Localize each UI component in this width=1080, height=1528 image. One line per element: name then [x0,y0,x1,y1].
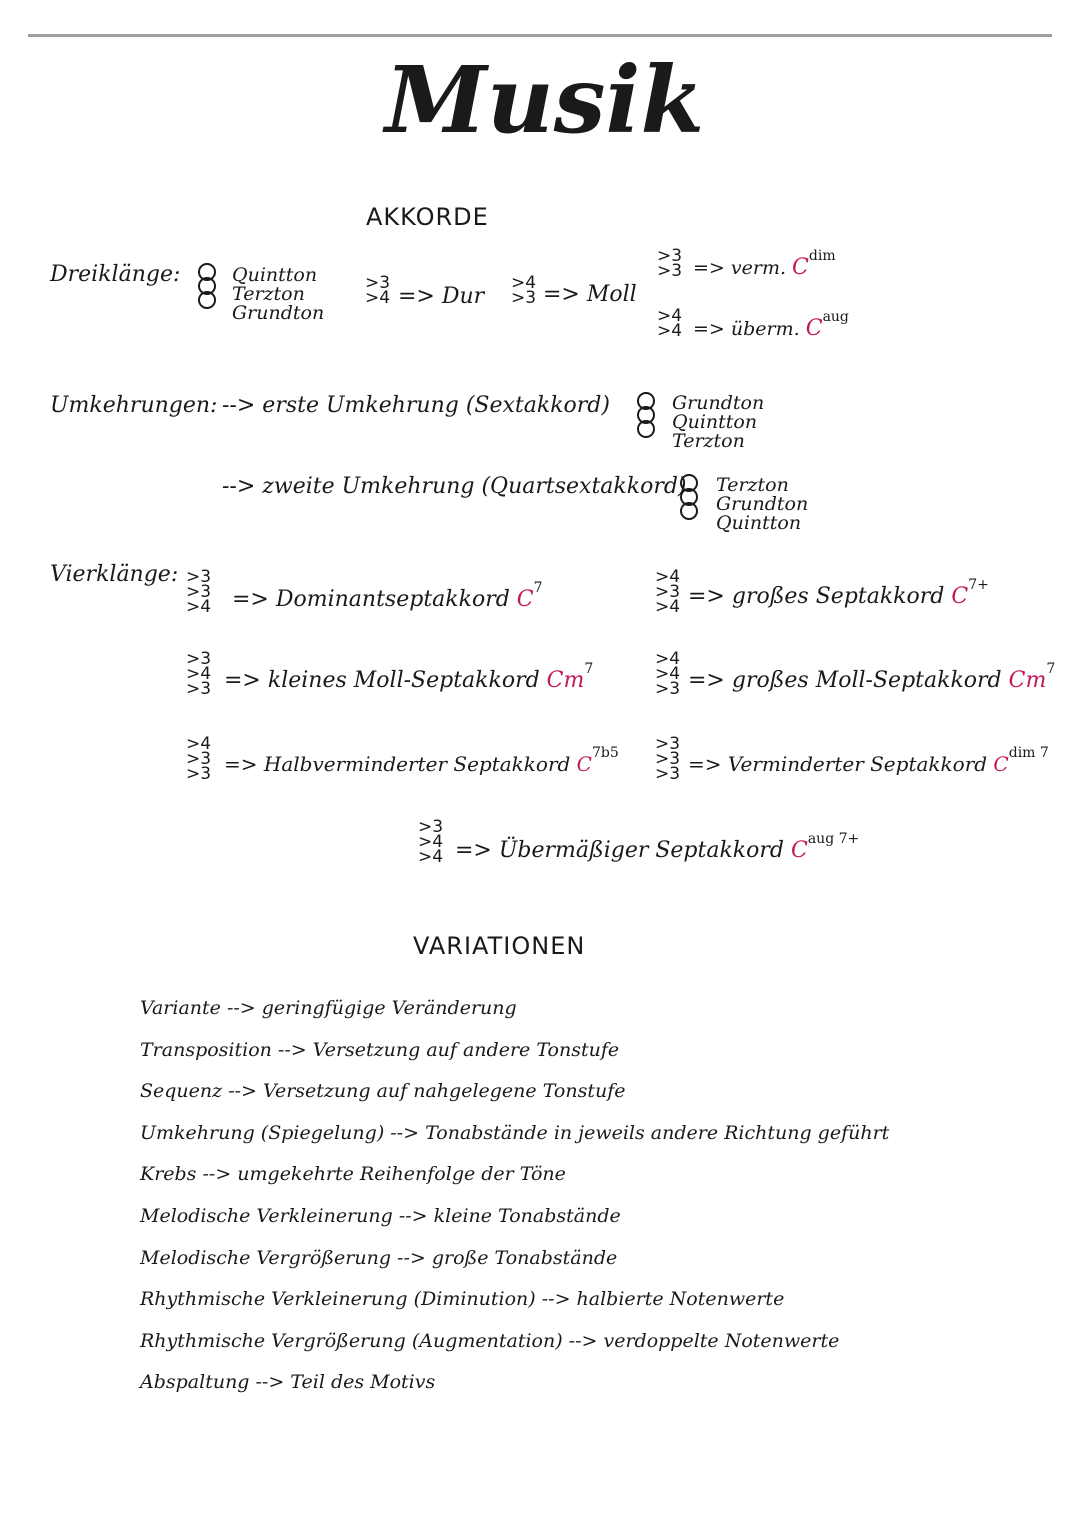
chord-sup: 7b5 [591,745,619,761]
verm-text: => verm. [693,257,786,279]
chord-symbol: C [951,584,969,609]
interval: >3 [655,679,681,699]
interval: >4 [186,597,212,617]
ueberm-text: => überm. [693,318,800,340]
interval: >3 [186,567,212,587]
triad-notes-icon [198,263,216,309]
first-inversion-tones [672,394,764,451]
chord-text: => kleines Moll-Septakkord [224,668,540,693]
chord-sup: 7 [533,580,543,596]
interval: >3 [186,649,212,669]
interval: >3 [186,749,212,769]
interval: >4 [511,273,537,293]
moll-intervals [511,273,537,308]
seventh-chord-name [455,831,860,863]
list-item: Melodische Vergrößerung --> große Tonabstände [140,1246,618,1269]
list-item: Umkehrung (Spiegelung) --> Tonabstände in jeweils andere Richtung geführt [140,1121,890,1144]
chord-symbol: C [790,838,808,863]
interval: >3 [655,764,681,784]
chord-symbol: Cm [1008,668,1047,693]
tone: Quintton [716,512,802,534]
seventh-intervals [655,567,681,617]
tone: Terzton [672,430,745,452]
dreiklaenge-tones [232,266,324,323]
tone-2: Terzton [232,283,305,305]
list-item: Abspaltung --> Teil des Motivs [140,1371,436,1394]
seventh-chord-name [232,580,543,612]
list-item: Krebs --> umgekehrte Reihenfolge der Töne [140,1163,566,1186]
page-title: Musik [385,46,705,154]
umkehrung-first: --> erste Umkehrung (Sextakkord) [222,393,610,418]
interval: >4 [657,306,683,326]
seventh-intervals [655,734,681,784]
seventh-chord-name [688,745,1049,776]
tone: Quintton [672,411,758,433]
list-item: Sequenz --> Versetzung auf nahgelegene Tonstufe [140,1080,626,1103]
interval: >4 [418,832,444,852]
list-item: Transposition --> Versetzung auf andere Tonstufe [140,1038,620,1061]
tone: Grundton [716,493,809,515]
chord-text: => Übermäßiger Septakkord [455,838,784,863]
interval: >3 [511,288,537,308]
seventh-intervals [186,649,212,699]
seventh-intervals [186,734,212,784]
list-item: Rhythmische Vergrößerung (Augmentation) --> verdoppelte Notenwerte [140,1329,840,1352]
interval: >3 [186,582,212,602]
interval: >3 [418,817,444,837]
seventh-intervals [186,567,212,617]
chord-sup: dim 7 [1008,745,1049,761]
interval: >4 [365,288,391,308]
seventh-chord-name [688,577,989,609]
interval: >4 [655,664,681,684]
variationen-heading: VARIATIONEN [413,932,586,960]
chord-sup: 7 [1046,661,1056,677]
list-item: Melodische Verkleinerung --> kleine Tonabstände [140,1204,621,1227]
dreiklaenge-label: Dreiklänge: [50,262,181,287]
first-inversion-notes-icon [637,392,655,438]
chord-text: => großes Septakkord [688,584,945,609]
interval: >4 [655,567,681,587]
interval: >4 [657,321,683,341]
interval: >4 [186,734,212,754]
chord-symbol: C [516,587,534,612]
interval: >4 [186,664,212,684]
ueberm-intervals [657,306,683,341]
akkorde-heading: AKKORDE [366,203,489,231]
interval: >3 [657,261,683,281]
dur-result [398,284,484,309]
chord-sup: 7 [584,661,594,677]
moll-name: Moll [586,282,637,307]
chord-symbol: C [792,255,809,280]
seventh-intervals [655,649,681,699]
tone-1: Quintton [232,264,318,286]
interval: >4 [655,597,681,617]
chord-text: => Dominantseptakkord [232,587,510,612]
chord-sup: aug 7+ [807,831,860,847]
seventh-chord-name [688,661,1056,693]
chord-symbol: C [993,752,1009,776]
verm-intervals [657,246,683,281]
dur-name: Dur [441,284,485,309]
interval: >3 [186,679,212,699]
chord-text: => großes Moll-Septakkord [688,668,1002,693]
arrow: => [543,282,580,307]
variationen-list [140,988,889,1404]
verm-result [693,248,836,280]
interval: >3 [655,734,681,754]
chord-text: => Verminderter Septakkord [688,752,988,776]
tone: Grundton [672,392,765,414]
chord-sup: aug [822,309,849,325]
umkehrungen-label: Umkehrungen: [50,393,218,418]
second-inversion-notes-icon [680,474,698,520]
second-inversion-tones [716,476,808,533]
chord-sup: dim [808,248,836,264]
tone: Terzton [716,474,789,496]
list-item: Variante --> geringfügige Veränderung [140,997,517,1019]
vierklaenge-label: Vierklänge: [50,562,179,587]
list-item: Rhythmische Verkleinerung (Diminution) --> halbierte Notenwerte [140,1288,785,1311]
seventh-intervals [418,817,444,867]
chord-symbol: Cm [546,668,585,693]
dur-intervals [365,273,391,308]
tone-3: Grundton [232,302,325,324]
moll-result [543,282,637,307]
chord-symbol: C [576,752,592,776]
arrow: => [398,284,435,309]
chord-text: => Halbverminderter Septakkord [224,752,571,776]
seventh-chord-name [224,745,619,776]
chord-sup: 7+ [968,577,989,593]
interval: >3 [655,749,681,769]
top-rule [28,34,1052,37]
umkehrung-second: --> zweite Umkehrung (Quartsextakkord) [222,474,687,499]
interval: >4 [655,649,681,669]
interval: >3 [365,273,391,293]
interval: >3 [655,582,681,602]
chord-symbol: C [805,316,823,341]
seventh-chord-name [224,661,594,693]
interval: >4 [418,847,444,867]
interval: >3 [657,246,683,266]
interval: >3 [186,764,212,784]
ueberm-result [693,309,849,341]
